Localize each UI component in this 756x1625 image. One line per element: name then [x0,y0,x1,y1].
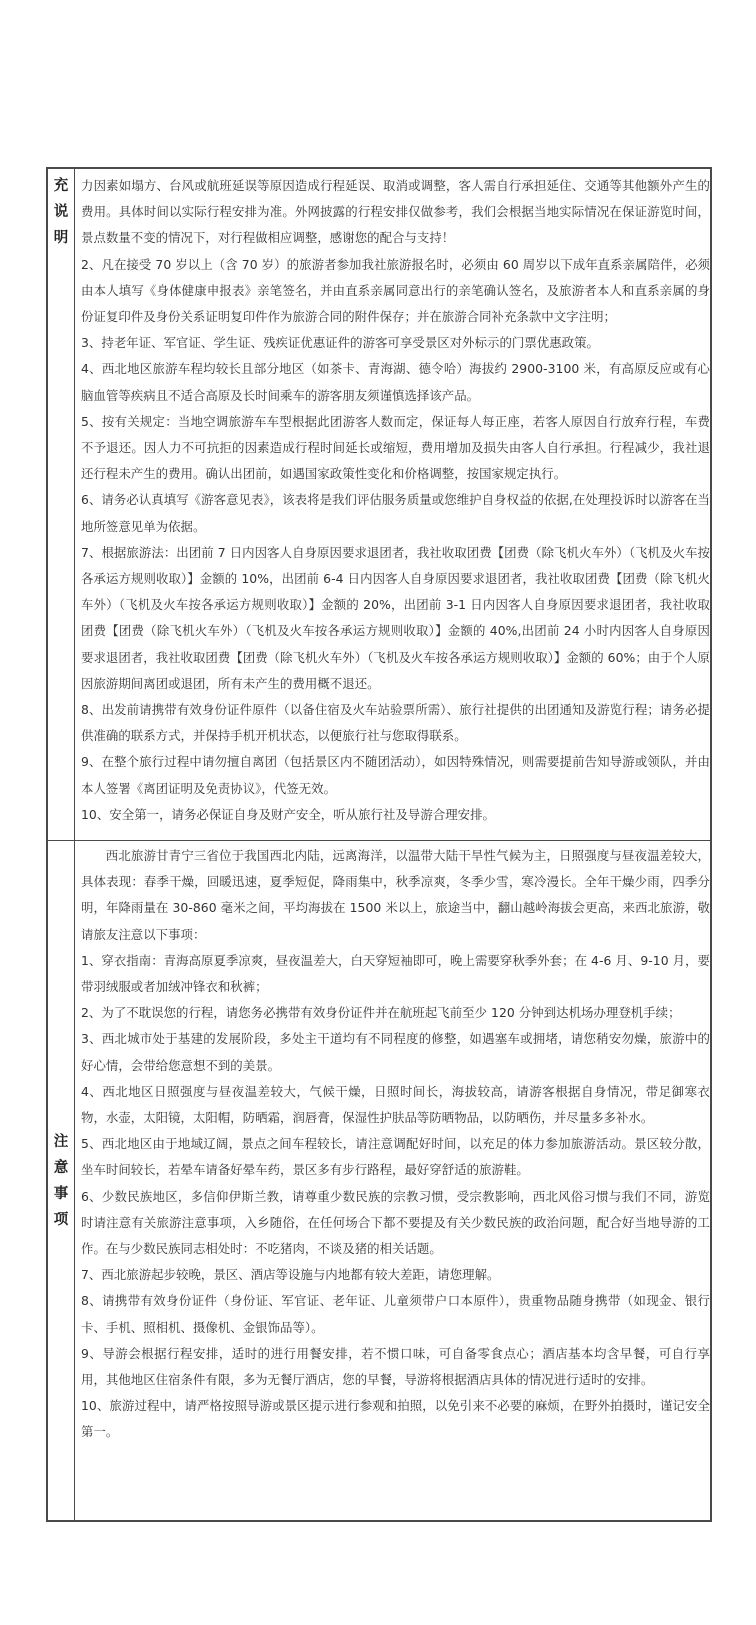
precautions-label-cell [47,841,75,1522]
precaution-item: 7、西北旅游起步较晚，景区、酒店等设施与内地都有较大差距，请您理解。 [81,1267,500,1283]
notes-table [46,167,712,1522]
supplementary-note-item: 3、持老年证、军官证、学生证、残疾证优惠证件的游客可享受景区对外标示的门票优惠政策。 [81,335,599,351]
supplementary-note-item: 8、出发前请携带有效身份证件原件（以备住宿及火车站验票所需）、旅行社提供的出团通知及游览行程；请务必提供准确的联系方式，并保持手机开机状态，以便旅行社与您取得联系。 [81,702,710,744]
precaution-item: 5、西北地区由于地域辽阔，景点之间车程较长，请注意调配好时间，以充足的体力参加旅游活动。景区较分散，坐车时间较长，若晕车请备好晕车药，景区多有步行路程，最好穿舒适的旅游鞋。 [81,1136,710,1178]
supplementary-note-item: 5、按有关规定：当地空调旅游车车型根据此团游客人数而定，保证每人每正座，若客人原因自行放弃行程，车费不予退还。因人力不可抗拒的因素造成行程时间延长或缩短，费用增加及损失由客人自行承担。行程减少，我社退还行程未产生的费用。确认出团前，如遇国家政策性变化和价格调整，按国家规定执行。 [81,413,710,482]
supplementary-note-item: 9、在整个旅行过程中请勿擅自离团（包括景区内不随团活动），如因特殊情况，则需要提前告知导游或领队，并由本人签署《离团证明及免责协议》，代签无效。 [81,754,710,796]
supplementary-notes-label-cell [47,168,75,841]
precaution-item: 2、为了不耽误您的行程，请您务必携带有效身份证件并在航班起飞前至少 120 分钟到达机场办理登机手续； [81,1005,681,1021]
precaution-item: 6、少数民族地区，多信仰伊斯兰教，请尊重少数民族的宗教习惯，受宗教影响，西北风俗习惯与我们不同，游览时请注意有关旅游注意事项，入乡随俗，在任何场合下都不要提及有关少数民族的政治问题，配合好当地导游的工作。在与少数民族同志相处时：不吃猪肉，不谈及猪的相关话题。 [81,1188,710,1257]
precautions-intro: 西北旅游甘青宁三省位于我国西北内陆，远离海洋，以温带大陆干旱性气候为主，日照强度与昼夜温差较大，具体表现：春季干燥，回暖迅速，夏季短促，降雨集中，秋季凉爽，冬季少雪，寒冷漫长。全年干燥少雨，四季分明，年降雨量在 30-860 毫米之间，平均海拔在 1500 米以上，旅途当中，翻山越岭海拔会更高，来西北旅游，敬请旅友注意以下事项： [81,848,710,942]
supplementary-note-item: 2、凡在接受 70 岁以上（含 70 岁）的旅游者参加我社旅游报名时，必须由 60 周岁以下成年直系亲属陪伴，必须由本人填写《身体健康申报表》亲笔签名，并由直系亲属同意出行的亲笔确认签名，及旅游者本人和直系亲属的身份证复印件及身份关系证明复印件作为旅游合同的附件保存；并在旅游合同补充条款中文字注明； [81,256,710,325]
precautions-row [47,841,711,1522]
supplementary-notes-content [75,168,712,841]
supplementary-note-item: 4、西北地区旅游车程均较长且部分地区（如茶卡、青海湖、德令哈）海拔约 2900-3100 米，有高原反应或有心脑血管等疾病且不适合高原及长时间乘车的游客朋友须谨慎选择该产品。 [81,361,710,403]
precaution-item: 8、请携带有效身份证件（身份证、军官证、老年证、儿童须带户口本原件），贵重物品随身携带（如现金、银行卡、手机、照相机、摄像机、金银饰品等）。 [81,1293,710,1335]
precaution-item: 1、穿衣指南：青海高原夏季凉爽，昼夜温差大，白天穿短袖即可，晚上需要穿秋季外套；在 4-6 月、9-10 月，要带羽绒服或者加绒冲锋衣和秋裤； [81,952,710,995]
supplementary-note-item: 10、安全第一，请务必保证自身及财产安全，听从旅行社及导游合理安排。 [81,806,495,822]
supplementary-notes-label: 充说明 [53,178,69,246]
supplementary-note-item: 力因素如塌方、台风或航班延误等原因造成行程延误、取消或调整，客人需自行承担延住、交通等其他额外产生的费用。具体时间以实际行程安排为准。外网披露的行程安排仅做参考，我们会根据当地实际情况在保证游览时间，景点数量不变的情况下，对行程做相应调整，感谢您的配合与支持！ [81,178,710,246]
supplementary-note-item: 6、请务必认真填写《游客意见表》，该表将是我们评估服务质量或您维护自身权益的依据,在处理投诉时以游客在当地所签意见单为依据。 [81,492,710,534]
precautions-label: 注意事项 [53,1133,69,1228]
precautions-content [75,841,712,1522]
supplementary-notes-row [47,168,711,841]
supplementary-note-item: 7、根据旅游法：出团前 7 日内因客人自身原因要求退团者，我社收取团费【团费（除飞机火车外）（飞机及火车按各承运方规则收取）】金额的 10%，出团前 6-4 日内因客人自身原因要求退团者，我社收取团费【团费（除飞机火车外）（飞机及火车按各承运方规则收取）】金额的 20%，出团前 3-1 日内因客人自身原因要求退团者，我社收取团费【团费（除飞机火车外）（飞机及火车按各承运方规则收取）】金额的 40%,出团前 24 小时内因客人自身原因要求退团者，我社收取团费【团费（除飞机火车外）（飞机及火车按各承运方规则收取）】金额的 60%；由于个人原因旅游期间离团或退团，所有未产生的费用概不退还。 [81,544,710,691]
precaution-item: 9、导游会根据行程安排，适时的进行用餐安排，若不惯口味，可自备零食点心；酒店基本均含早餐，可自行享用，其他地区住宿条件有限，多为无餐厅酒店，您的早餐，导游将根据酒店具体的情况进行适时的安排。 [81,1345,710,1388]
precaution-item: 3、西北城市处于基建的发展阶段，多处主干道均有不同程度的修整，如遇塞车或拥堵，请您稍安勿燥，旅游中的好心情，会带给您意想不到的美景。 [81,1031,710,1073]
precaution-item: 10、旅游过程中，请严格按照导游或景区提示进行参观和拍照，以免引来不必要的麻烦，在野外拍摄时，谨记安全第一。 [81,1398,710,1440]
precaution-item: 4、西北地区日照强度与昼夜温差较大，气候干燥，日照时间长，海拔较高，请游客根据自身情况，带足御寒衣物，水壶，太阳镜，太阳帽，防晒霜，润唇膏，保湿性护肤品等防晒物品，以防晒伤，并尽量多多补水。 [81,1083,710,1126]
